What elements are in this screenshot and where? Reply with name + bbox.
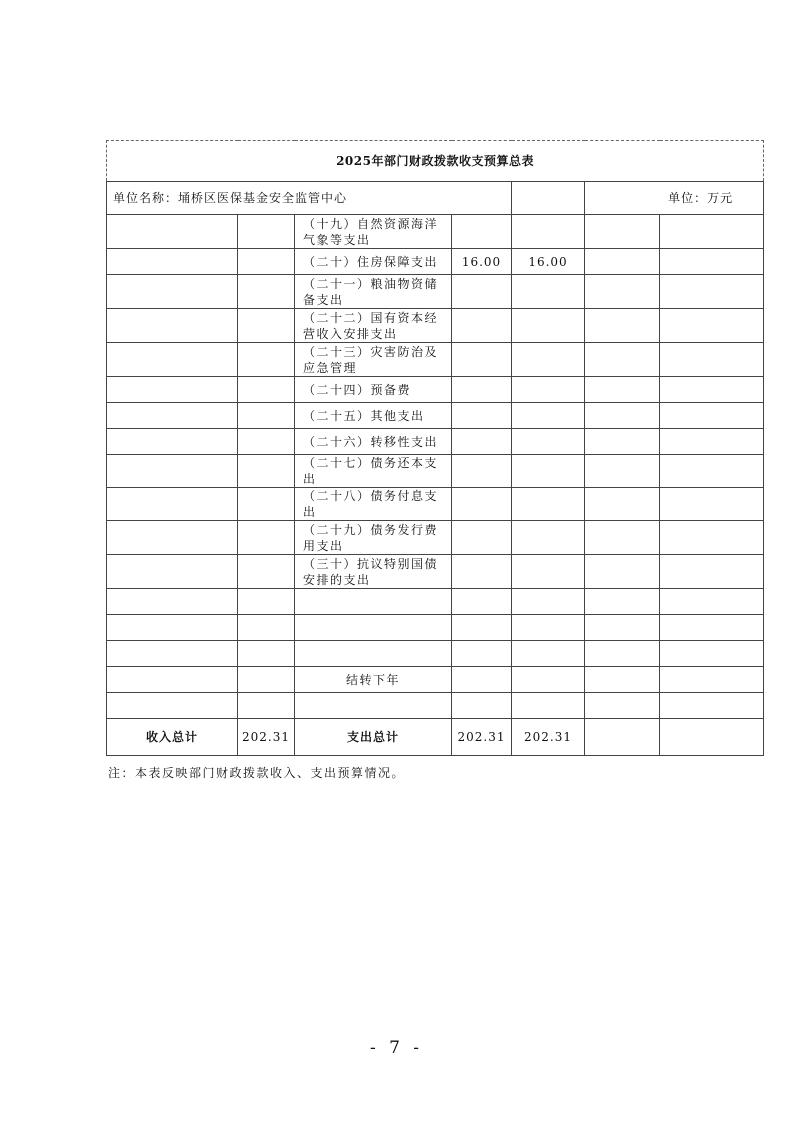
- row-value-b: [512, 309, 585, 343]
- empty-row: [107, 589, 764, 615]
- header-blank-cell: [512, 182, 585, 215]
- unit-label: 单位：万元: [585, 182, 764, 215]
- income-total-label: 收入总计: [107, 719, 238, 756]
- row-value-a: [452, 215, 512, 249]
- row-item: （二十四）预备费: [295, 377, 452, 403]
- row-value-a: 16.00: [452, 249, 512, 275]
- row-value-b: [512, 488, 585, 521]
- expense-total-value-a: 202.31: [452, 719, 512, 756]
- row-value-a: [452, 555, 512, 589]
- row-item: （二十）住房保障支出: [295, 249, 452, 275]
- row-value-a: [452, 403, 512, 429]
- row-item: （二十二）国有资本经营收入安排支出: [295, 309, 452, 343]
- row-item: （二十一）粮油物资储备支出: [295, 275, 452, 309]
- page-number: - 7 -: [369, 1038, 424, 1058]
- row-item: （二十三）灾害防治及应急管理: [295, 343, 452, 377]
- row-value-b: [512, 555, 585, 589]
- carry-over-row: [107, 667, 764, 693]
- row-item: （二十六）转移性支出: [295, 429, 452, 455]
- table-title: 2025年部门财政拨款收支预算总表: [107, 141, 764, 182]
- table-row: [107, 343, 764, 377]
- carry-over-label: 结转下年: [295, 667, 452, 693]
- table-row: [107, 215, 764, 249]
- row-value-b: [512, 215, 585, 249]
- row-value-b: [512, 343, 585, 377]
- row-value-b: [512, 521, 585, 555]
- table-row: [107, 488, 764, 521]
- row-value-b: [512, 275, 585, 309]
- table-row: [107, 455, 764, 488]
- table-row: [107, 403, 764, 429]
- table-row: [107, 555, 764, 589]
- expense-total-value-b: 202.31: [512, 719, 585, 756]
- unit-name: 单位名称：埇桥区医保基金安全监管中心: [107, 182, 512, 215]
- total-row: [107, 719, 764, 756]
- income-total-value: 202.31: [238, 719, 295, 756]
- row-value-b: [512, 429, 585, 455]
- row-value-b: [512, 403, 585, 429]
- budget-table: [106, 140, 764, 756]
- row-value-a: [452, 309, 512, 343]
- empty-row: [107, 615, 764, 641]
- empty-row: [107, 641, 764, 667]
- row-value-a: [452, 275, 512, 309]
- row-value-a: [452, 521, 512, 555]
- table-row: [107, 309, 764, 343]
- row-item: （二十七）债务还本支出: [295, 455, 452, 488]
- empty-row: [107, 693, 764, 719]
- row-value-a: [452, 429, 512, 455]
- expense-total-label: 支出总计: [295, 719, 452, 756]
- row-item: （二十九）债务发行费用支出: [295, 521, 452, 555]
- table-row: [107, 429, 764, 455]
- row-value-a: [452, 455, 512, 488]
- row-value-a: [452, 343, 512, 377]
- row-value-b: [512, 377, 585, 403]
- table-row: [107, 275, 764, 309]
- table-row: [107, 377, 764, 403]
- row-item: （三十）抗议特别国债安排的支出: [295, 555, 452, 589]
- row-value-a: [452, 377, 512, 403]
- row-item: （二十八）债务付息支出: [295, 488, 452, 521]
- row-item: （二十五）其他支出: [295, 403, 452, 429]
- row-value-b: 16.00: [512, 249, 585, 275]
- row-item: （十九）自然资源海洋气象等支出: [295, 215, 452, 249]
- row-value-b: [512, 455, 585, 488]
- table-note: 注：本表反映部门财政拨款收入、支出预算情况。: [108, 766, 406, 780]
- table-row: [107, 249, 764, 275]
- row-value-a: [452, 488, 512, 521]
- table-row: [107, 521, 764, 555]
